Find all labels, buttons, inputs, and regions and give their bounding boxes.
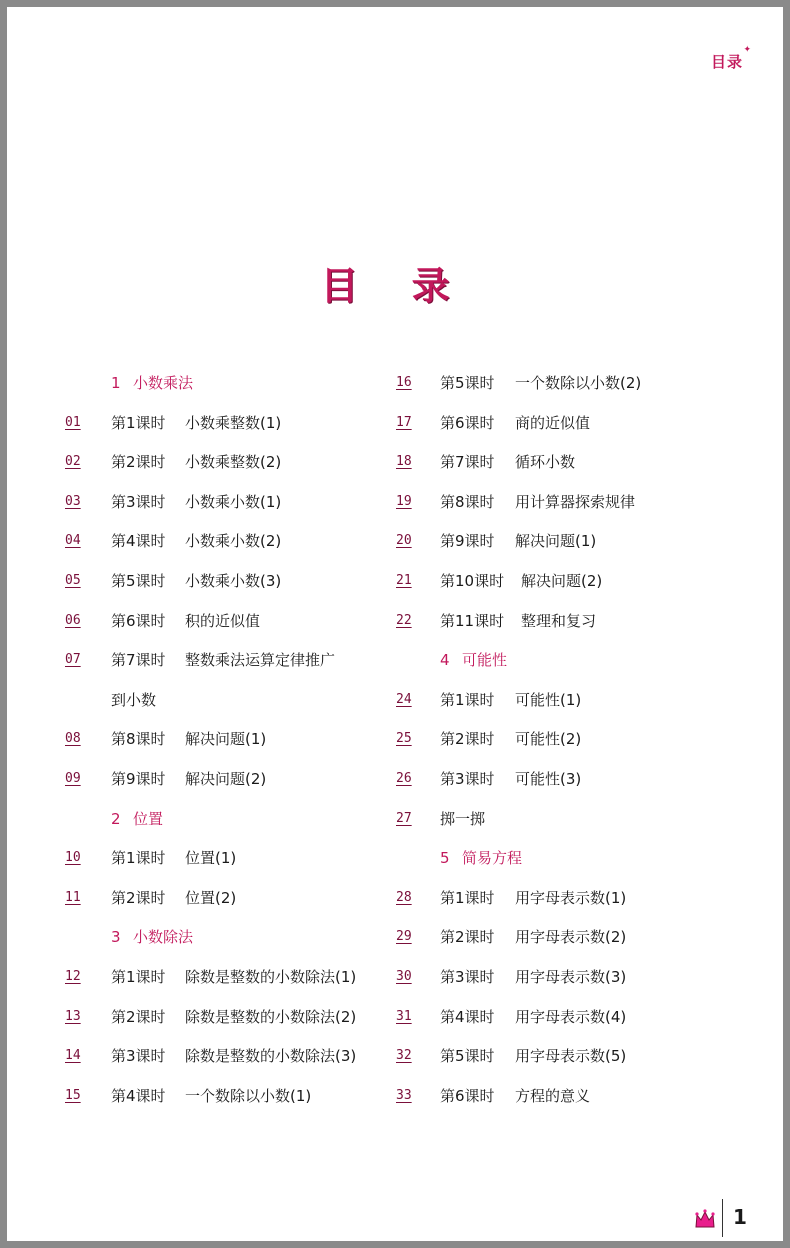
entry-lesson: 第10课时 xyxy=(440,572,505,590)
section-number: 5 xyxy=(440,849,450,868)
entry-page-number: 33 xyxy=(396,1087,412,1103)
entry-topic: 可能性(3) xyxy=(515,770,582,788)
section-title: 简易方程 xyxy=(462,849,523,868)
entry-lesson: 第3课时 xyxy=(440,770,495,788)
running-header-label: 目录 xyxy=(710,53,743,71)
entry-lesson: 第5课时 xyxy=(440,374,495,392)
entry-lesson: 第2课时 xyxy=(440,928,495,947)
entry-page-number: 26 xyxy=(396,771,412,786)
entry-lesson: 第6课时 xyxy=(440,1086,495,1105)
entry-page-number: 29 xyxy=(396,929,412,945)
entry-topic: 用字母表示数(2) xyxy=(515,928,627,947)
entry-page-number: 28 xyxy=(396,889,412,905)
entry-topic: 整数乘法运算定律推广 xyxy=(185,651,336,670)
toc-entry-continuation: 到小数 xyxy=(111,690,157,709)
entry-lesson: 第1课时 xyxy=(440,690,495,709)
entry-lesson: 第2课时 xyxy=(111,888,166,907)
entry-lesson: 第4课时 xyxy=(440,1007,495,1026)
entry-page-number: 15 xyxy=(65,1087,81,1103)
entry-page-number: 17 xyxy=(396,414,412,430)
entry-lesson: 第3课时 xyxy=(111,492,166,511)
entry-topic: 可能性(2) xyxy=(515,730,582,749)
entry-topic: 一个数除以小数(2) xyxy=(515,374,642,392)
entry-lesson: 第6课时 xyxy=(440,413,495,432)
entry-lesson: 第2课时 xyxy=(440,730,495,749)
entry-lesson: 第7课时 xyxy=(111,651,166,670)
sparkle-icon: ✦ xyxy=(743,45,752,55)
entry-lesson: 第4课时 xyxy=(111,532,166,551)
entry-lesson: 第2课时 xyxy=(111,453,166,472)
entry-page-number: 06 xyxy=(65,612,81,628)
toc-entry[interactable] xyxy=(7,648,387,672)
entry-page-number: 10 xyxy=(65,850,81,866)
entry-page-number: 16 xyxy=(396,375,412,390)
entry-lesson: 第3课时 xyxy=(440,968,495,986)
toc-entry[interactable] xyxy=(7,1044,627,1068)
toc-entry[interactable] xyxy=(7,807,486,831)
toc-entry[interactable] xyxy=(7,727,582,751)
entry-topic: 位置(1) xyxy=(185,849,237,868)
section-title: 可能性 xyxy=(462,651,508,670)
section-heading xyxy=(440,846,522,870)
entry-lesson: 第9课时 xyxy=(111,770,166,788)
entry-topic: 整理和复习 xyxy=(521,611,597,630)
entry-page-number: 27 xyxy=(396,810,412,826)
entry-page-number: 04 xyxy=(65,533,81,549)
page-number: 1 xyxy=(733,1205,747,1229)
entry-page-number: 07 xyxy=(65,652,81,668)
entry-topic: 用字母表示数(4) xyxy=(515,1007,627,1026)
entry-page-number: 03 xyxy=(65,493,81,509)
entry-page-number: 09 xyxy=(65,771,81,786)
entry-page-number: 05 xyxy=(65,573,81,588)
entry-page-number: 14 xyxy=(65,1048,81,1064)
entry-topic: 解决问题(1) xyxy=(515,532,597,551)
toc-entry[interactable] xyxy=(7,688,582,712)
entry-page-number: 11 xyxy=(65,889,81,905)
section-heading xyxy=(440,648,507,672)
page-title: 目 录 xyxy=(320,263,470,308)
toc-entry[interactable] xyxy=(7,411,591,435)
crown-icon xyxy=(693,1207,717,1231)
entry-lesson: 第2课时 xyxy=(111,1007,166,1026)
entry-topic: 位置(2) xyxy=(185,888,237,907)
section-title: 位置 xyxy=(133,809,164,828)
entry-lesson: 第5课时 xyxy=(111,572,166,590)
section-number: 1 xyxy=(111,374,121,392)
entry-page-number: 21 xyxy=(396,573,412,588)
toc-entry[interactable] xyxy=(7,1084,591,1108)
entry-topic: 解决问题(2) xyxy=(185,770,267,788)
entry-lesson: 第9课时 xyxy=(440,532,495,551)
entry-lesson: 第4课时 xyxy=(111,1086,166,1105)
toc-entry[interactable] xyxy=(7,767,582,791)
section-number: 2 xyxy=(111,809,121,828)
running-header xyxy=(710,45,752,72)
entry-page-number: 20 xyxy=(396,533,412,549)
entry-lesson: 第8课时 xyxy=(111,730,166,749)
entry-lesson: 第7课时 xyxy=(440,453,495,472)
entry-topic: 商的近似值 xyxy=(515,413,591,432)
entry-topic: 除数是整数的小数除法(2) xyxy=(185,1007,357,1026)
toc-entry[interactable] xyxy=(7,569,603,593)
entry-page-number: 12 xyxy=(65,969,81,984)
document-page xyxy=(7,7,783,1241)
entry-topic: 小数乘小数(1) xyxy=(185,492,282,511)
entry-topic: 方程的意义 xyxy=(515,1086,591,1105)
entry-topic: 除数是整数的小数除法(1) xyxy=(185,968,357,986)
entry-topic: 可能性(1) xyxy=(515,690,582,709)
entry-lesson: 第6课时 xyxy=(111,611,166,630)
entry-topic: 小数乘小数(3) xyxy=(185,572,282,590)
entry-lesson: 第1课时 xyxy=(440,888,495,907)
entry-topic: 小数乘小数(2) xyxy=(185,532,282,551)
entry-page-number: 30 xyxy=(396,969,412,984)
entry-page-number: 08 xyxy=(65,731,81,747)
toc-entry[interactable] xyxy=(7,450,576,474)
entry-topic: 用字母表示数(3) xyxy=(515,968,627,986)
toc-entry[interactable] xyxy=(7,965,627,989)
toc-entry[interactable] xyxy=(7,490,636,514)
toc-entry[interactable] xyxy=(7,846,387,870)
section-title: 小数除法 xyxy=(133,928,194,947)
footer-divider xyxy=(722,1199,723,1237)
entry-page-number: 18 xyxy=(396,454,412,470)
entry-lesson: 第1课时 xyxy=(111,413,166,432)
entry-topic: 小数乘整数(1) xyxy=(185,413,282,432)
entry-topic: 用字母表示数(5) xyxy=(515,1047,627,1066)
entry-topic: 用计算器探索规律 xyxy=(515,492,636,511)
entry-lesson: 第5课时 xyxy=(440,1047,495,1066)
section-number: 3 xyxy=(111,928,121,947)
entry-page-number: 19 xyxy=(396,493,412,509)
toc-entry[interactable] xyxy=(7,925,627,949)
entry-page-number: 24 xyxy=(396,691,412,707)
entry-topic: 小数乘整数(2) xyxy=(185,453,282,472)
entry-page-number: 32 xyxy=(396,1048,412,1064)
toc-entry[interactable] xyxy=(7,609,597,633)
toc-entry[interactable] xyxy=(7,886,627,910)
entry-page-number: 31 xyxy=(396,1008,412,1024)
entry-page-number: 22 xyxy=(396,612,412,628)
entry-topic: 一个数除以小数(1) xyxy=(185,1086,312,1105)
entry-lesson: 第8课时 xyxy=(440,492,495,511)
entry-page-number: 25 xyxy=(396,731,412,747)
section-number: 4 xyxy=(440,651,450,670)
section-title: 小数乘法 xyxy=(133,374,194,392)
entry-topic: 积的近似值 xyxy=(185,611,261,630)
entry-topic: 循环小数 xyxy=(515,453,576,472)
entry-lesson: 第1课时 xyxy=(111,968,166,986)
entry-topic: 用字母表示数(1) xyxy=(515,888,627,907)
entry-topic: 解决问题(2) xyxy=(521,572,603,590)
entry-page-number: 13 xyxy=(65,1008,81,1024)
entry-page-number: 01 xyxy=(65,414,81,430)
entry-lesson: 掷一掷 xyxy=(440,809,486,828)
entry-lesson: 第11课时 xyxy=(440,611,505,630)
entry-page-number: 02 xyxy=(65,454,81,470)
entry-lesson: 第3课时 xyxy=(111,1047,166,1066)
toc-entry[interactable] xyxy=(7,529,597,553)
entry-topic: 除数是整数的小数除法(3) xyxy=(185,1047,357,1066)
entry-lesson: 第1课时 xyxy=(111,849,166,868)
toc-entry[interactable] xyxy=(7,371,642,395)
entry-topic: 解决问题(1) xyxy=(185,730,267,749)
toc-entry[interactable] xyxy=(7,1005,627,1029)
